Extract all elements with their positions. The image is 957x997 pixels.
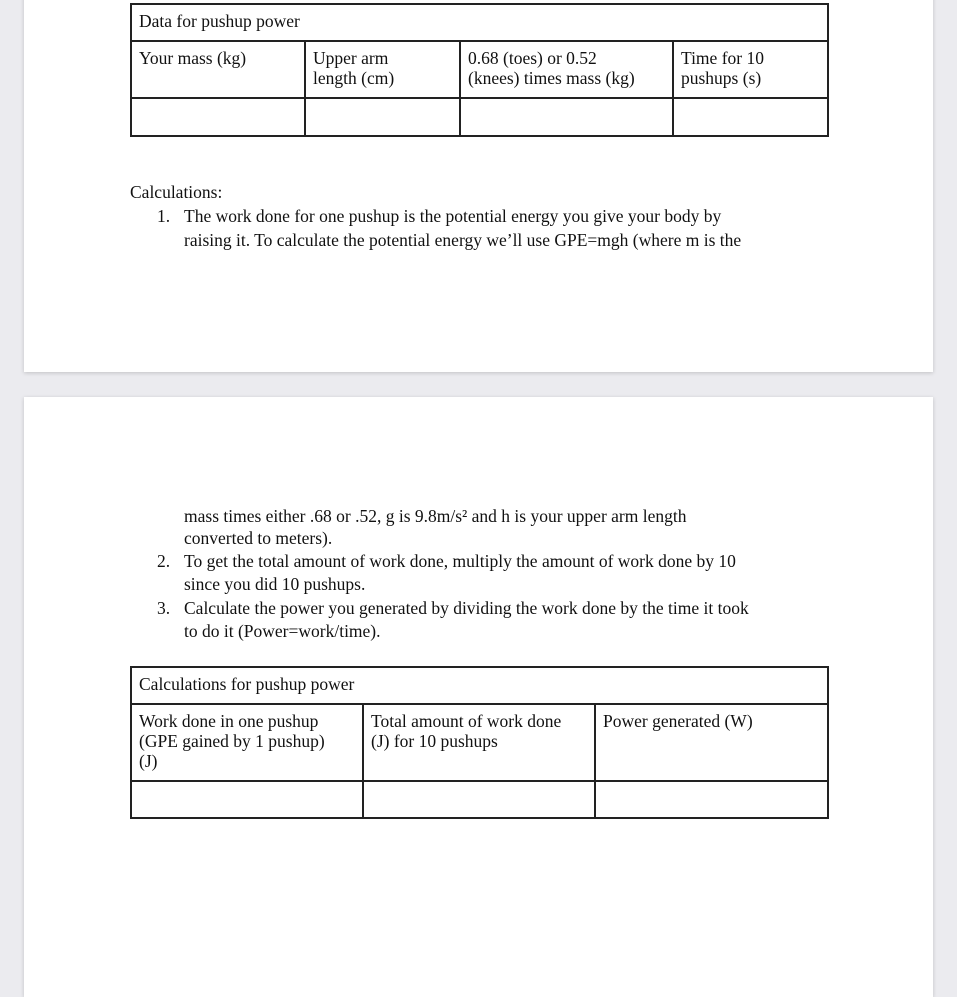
header-cell-mass: Your mass (kg) — [131, 41, 305, 98]
input-cell-mass[interactable] — [131, 98, 305, 136]
list-number: 2. — [157, 551, 171, 571]
list-number: 1. — [157, 206, 171, 226]
table-title: Calculations for pushup power — [131, 667, 828, 704]
input-cell-mass-factor[interactable] — [460, 98, 673, 136]
pushup-data-table — [130, 3, 829, 137]
list-item-2-line: To get the total amount of work done, multiply the amount of work done by 10 — [184, 551, 736, 571]
table-title: Data for pushup power — [131, 4, 828, 41]
header-cell-time: Time for 10 pushups (s) — [673, 41, 828, 98]
list-item-2-line: since you did 10 pushups. — [184, 574, 366, 594]
input-cell-arm-length[interactable] — [305, 98, 460, 136]
list-item-1-line: mass times either .68 or .52, g is 9.8m/s² and h is your upper arm length — [184, 506, 687, 526]
list-item-1-line: converted to meters). — [184, 528, 333, 548]
header-cell-mass-factor: 0.68 (toes) or 0.52 (knees) times mass (kg) — [460, 41, 673, 98]
list-item-1-line: raising it. To calculate the potential energy we’ll use GPE=mgh (where m is the — [184, 230, 742, 250]
list-item-3-line: Calculate the power you generated by dividing the work done by the time it took — [184, 598, 749, 618]
calculations-heading: Calculations: — [130, 182, 223, 202]
input-cell-work-total[interactable] — [363, 781, 595, 818]
pushup-calculations-table — [130, 666, 829, 819]
list-item-3-line: to do it (Power=work/time). — [184, 621, 381, 641]
input-cell-power[interactable] — [595, 781, 828, 818]
list-item-1-line: The work done for one pushup is the potential energy you give your body by — [184, 206, 722, 226]
header-cell-work-total: Total amount of work done (J) for 10 pushups — [363, 704, 595, 781]
input-cell-time[interactable] — [673, 98, 828, 136]
list-number: 3. — [157, 598, 171, 618]
header-cell-power: Power generated (W) — [595, 704, 828, 781]
header-cell-work-one: Work done in one pushup (GPE gained by 1 pushup) (J) — [131, 704, 363, 781]
header-cell-arm-length: Upper arm length (cm) — [305, 41, 460, 98]
input-cell-work-one[interactable] — [131, 781, 363, 818]
